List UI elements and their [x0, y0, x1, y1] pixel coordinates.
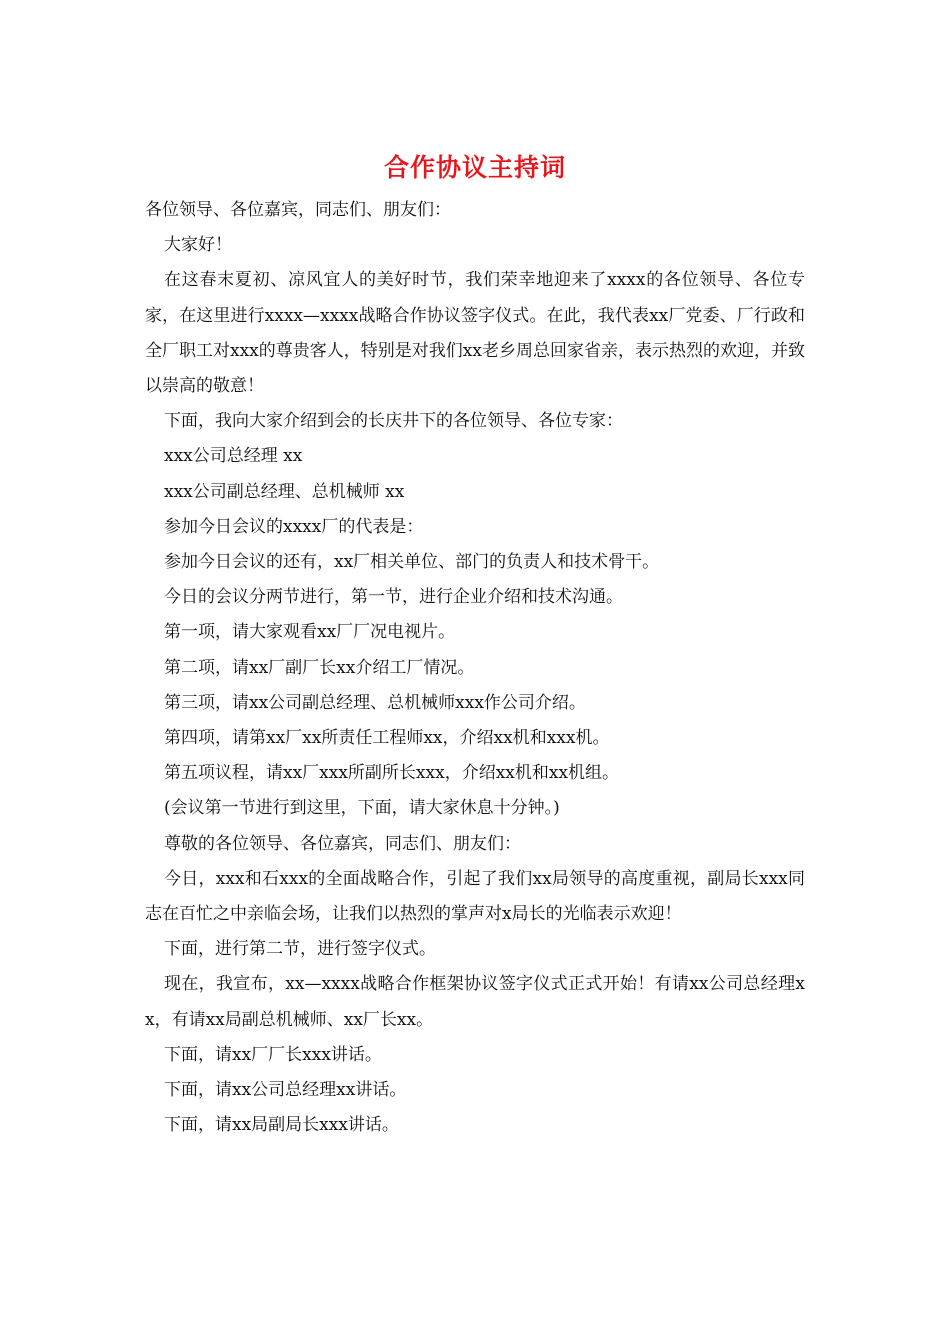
agenda-item-3: 第三项，请xx公司副总经理、总机械师xxx作公司介绍。	[164, 692, 586, 713]
introduction-paragraph: 下面，我向大家介绍到会的长庆井下的各位领导、各位专家：	[164, 411, 623, 432]
agenda-item-4: 第四项，请第xx厂xx所责任工程师xx，介绍xx机和xxx机。	[164, 728, 610, 749]
speech-line-1: 下面，请xx厂厂长xxx讲话。	[164, 1044, 382, 1065]
break-note-paragraph: (会议第一节进行到这里，下面，请大家休息十分钟。)	[164, 798, 560, 819]
document-title: 合作协议主持词	[383, 153, 566, 182]
welcome-paragraph: 在这春末夏初、凉风宜人的美好时节，我们荣幸地迎来了xxxx的各位领导、各位专家，在这里进行xxxx—xxxx战略合作协议签字仪式。在此，我代表xx厂党委、厂行政和全厂职工对xxx的尊贵客人，特别是对我们xx老乡周总回家省亲，表示热烈的欢迎，并致以崇高的敬意！	[145, 270, 805, 397]
document-body	[145, 193, 805, 1143]
speech-line-3: 下面，请xx局副局长xxx讲话。	[164, 1115, 399, 1136]
agenda-item-1: 第一项，请大家观看xx厂厂况电视片。	[164, 622, 456, 643]
guest-line-1: xxx公司总经理 xx	[164, 446, 303, 467]
signing-ceremony-paragraph: 现在，我宣布，xx—xxxx战略合作框架协议签字仪式正式开始！有请xx公司总经理xx，有请xx局副总机械师、xx厂长xx。	[145, 974, 805, 1030]
salutation-paragraph: 各位领导、各位嘉宾，同志们、朋友们：	[145, 200, 451, 220]
session-overview-paragraph: 今日的会议分两节进行，第一节，进行企业介绍和技术沟通。	[164, 587, 623, 608]
second-session-paragraph: 下面，进行第二节，进行签字仪式。	[164, 939, 436, 960]
guest-line-2: xxx公司副总经理、总机械师 xx	[164, 481, 405, 502]
agenda-item-5: 第五项议程，请xx厂xxx所副所长xxx，介绍xx机和xx机组。	[164, 763, 620, 784]
second-salutation-paragraph: 尊敬的各位领导、各位嘉宾，同志们、朋友们：	[164, 833, 521, 854]
speech-line-2: 下面，请xx公司总经理xx讲话。	[164, 1080, 407, 1101]
greeting-paragraph: 大家好！	[164, 235, 232, 256]
leader-welcome-paragraph: 今日，xxx和石xxx的全面战略合作，引起了我们xx局领导的高度重视，副局长xxx同志在百忙之中亲临会场，让我们以热烈的掌声对x局长的光临表示欢迎！	[145, 868, 805, 925]
representatives-paragraph: 参加今日会议的xxxx厂的代表是：	[164, 516, 424, 537]
agenda-item-2: 第二项，请xx厂副厂长xx介绍工厂情况。	[164, 657, 475, 678]
attendees-paragraph: 参加今日会议的还有，xx厂相关单位、部门的负责人和技术骨干。	[164, 552, 660, 573]
